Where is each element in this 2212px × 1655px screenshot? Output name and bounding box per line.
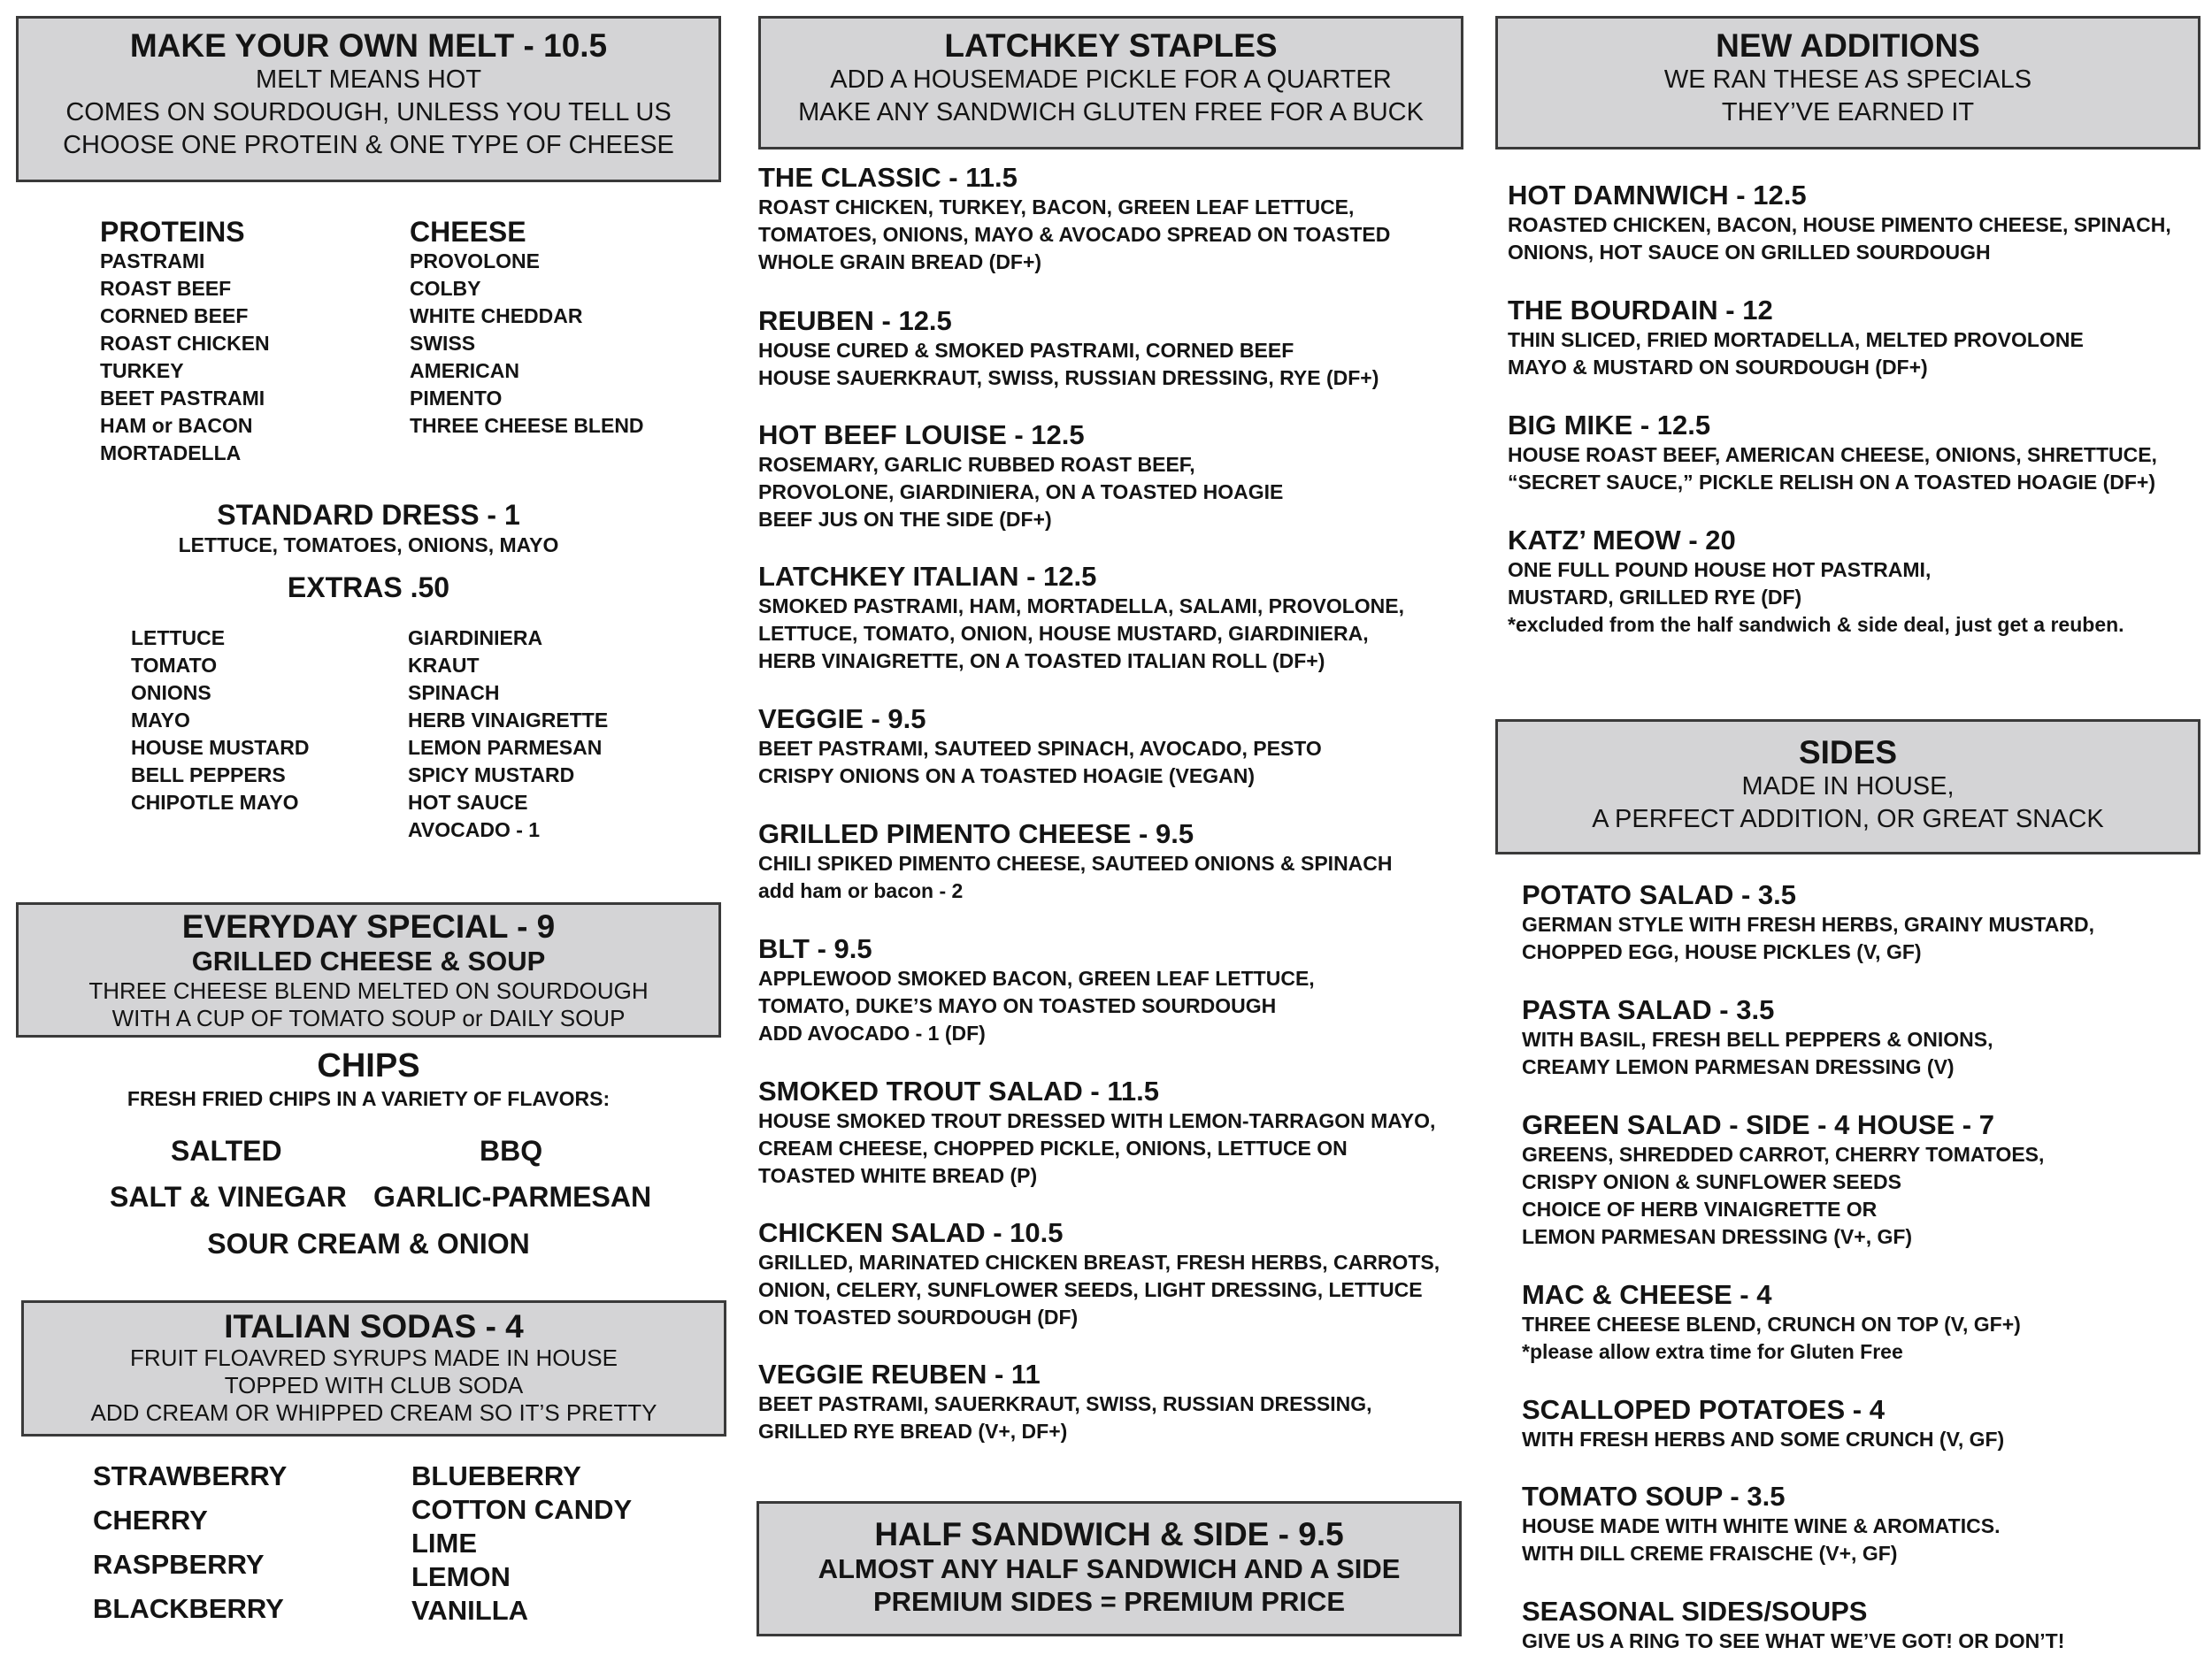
half-line: PREMIUM SIDES = PREMIUM PRICE [872, 1586, 1346, 1617]
item-desc: HOUSE SAUERKRAUT, SWISS, RUSSIAN DRESSING, RYE (DF+) [758, 366, 1379, 389]
item-desc: PROVOLONE, GIARDINIERA, ON A TOASTED HOAGIE [758, 480, 1284, 503]
list-item: HOT SAUCE [408, 791, 528, 814]
list-item: THREE CHEESE BLEND [410, 414, 644, 437]
item-desc: *excluded from the half sandwich & side deal, just get a reuben. [1508, 613, 2124, 636]
item-name: SCALLOPED POTATOES - 4 [1522, 1394, 1885, 1425]
menu-item [1522, 1279, 2021, 1366]
item-desc: SMOKED PASTRAMI, HAM, MORTADELLA, SALAMI, PROVOLONE, [758, 594, 1405, 617]
list-item: COLBY [410, 277, 481, 300]
proteins-heading: PROTEINS [100, 216, 245, 248]
item-desc: CHOPPED EGG, HOUSE PICKLES (V, GF) [1522, 940, 1922, 963]
item-desc: GRILLED, MARINATED CHICKEN BREAST, FRESH HERBS, CARROTS, [758, 1251, 1440, 1274]
proteins-list [100, 216, 270, 467]
item-desc: LEMON PARMESAN DRESSING (V+, GF) [1522, 1225, 1913, 1248]
list-item: MAYO [131, 709, 190, 732]
standard-dress-desc: LETTUCE, TOMATOES, ONIONS, MAYO [178, 533, 559, 556]
menu-item [758, 933, 1315, 1047]
melt-header-box [16, 16, 721, 182]
item-desc: ROSEMARY, GARLIC RUBBED ROAST BEEF, [758, 453, 1195, 476]
cheese-list [410, 216, 644, 440]
sodas-line: TOPPED WITH CLUB SODA [224, 1372, 524, 1398]
item-name: CHICKEN SALAD - 10.5 [758, 1217, 1064, 1248]
item-desc: *please allow extra time for Gluten Free [1522, 1340, 1903, 1363]
extras-right-list [408, 624, 608, 844]
list-item: LETTUCE [131, 626, 226, 649]
additions-line: THEY’VE EARNED IT [1721, 98, 1975, 126]
item-desc: ROAST CHICKEN, TURKEY, BACON, GREEN LEAF LETTUCE, [758, 195, 1355, 218]
soda-flavors-left [93, 1460, 287, 1626]
menu-item [1522, 1109, 2044, 1251]
half-line: ALMOST ANY HALF SANDWICH AND A SIDE [818, 1553, 1401, 1584]
item-name: SMOKED TROUT SALAD - 11.5 [758, 1076, 1159, 1107]
list-item: HERB VINAIGRETTE [408, 709, 609, 732]
menu-item [758, 561, 1404, 675]
item-name: VEGGIE REUBEN - 11 [758, 1359, 1041, 1390]
item-desc: CREAM CHEESE, CHOPPED PICKLE, ONIONS, LETTUCE ON [758, 1137, 1348, 1160]
list-item: CHIPOTLE MAYO [131, 791, 299, 814]
menu-item [1522, 879, 2094, 966]
item-desc: ONION, CELERY, SUNFLOWER SEEDS, LIGHT DRESSING, LETTUCE [758, 1278, 1423, 1301]
item-name: LATCHKEY ITALIAN - 12.5 [758, 561, 1097, 592]
everyday-line: THREE CHEESE BLEND MELTED ON SOURDOUGH [88, 977, 649, 1004]
item-desc: WITH DILL CREME FRAISCHE (V+, GF) [1522, 1542, 1898, 1565]
item-desc: ADD AVOCADO - 1 (DF) [758, 1022, 986, 1045]
chip-flavor: SALT & VINEGAR [110, 1181, 347, 1213]
item-name: SEASONAL SIDES/SOUPS [1522, 1596, 1868, 1627]
item-name: GRILLED PIMENTO CHEESE - 9.5 [758, 818, 1194, 849]
item-desc: GREENS, SHREDDED CARROT, CHERRY TOMATOES, [1522, 1143, 2045, 1166]
menu-item [758, 1359, 1371, 1445]
item-name: VEGGIE - 9.5 [758, 703, 926, 734]
item-desc: TOMATO, DUKE’S MAYO ON TOASTED SOURDOUGH [758, 994, 1277, 1017]
item-desc: ONIONS, HOT SAUCE ON GRILLED SOURDOUGH [1508, 241, 1991, 264]
item-desc: add ham or bacon - 2 [758, 879, 964, 902]
everyday-line: WITH A CUP OF TOMATO SOUP or DAILY SOUP [111, 1005, 626, 1031]
menu-item [758, 818, 1393, 905]
soda-flavor: STRAWBERRY [93, 1460, 288, 1491]
staples-header-box [758, 16, 1463, 149]
soda-flavors-right [411, 1460, 632, 1628]
item-desc: HOUSE SMOKED TROUT DRESSED WITH LEMON-TARRAGON MAYO, [758, 1109, 1436, 1132]
standard-dress [16, 498, 721, 559]
item-name: GREEN SALAD - SIDE - 4 HOUSE - 7 [1522, 1109, 1994, 1140]
item-desc: CRISPY ONION & SUNFLOWER SEEDS [1522, 1170, 1901, 1193]
chips-row [110, 1180, 347, 1214]
list-item: PROVOLONE [410, 249, 540, 272]
list-item: BELL PEPPERS [131, 763, 286, 786]
item-name: MAC & CHEESE - 4 [1522, 1279, 1772, 1310]
list-item: HAM or BACON [100, 414, 253, 437]
soda-flavor: RASPBERRY [93, 1549, 265, 1580]
item-name: HOT DAMNWICH - 12.5 [1508, 180, 1807, 211]
item-desc: HOUSE CURED & SMOKED PASTRAMI, CORNED BEEF [758, 339, 1294, 362]
list-item: TURKEY [100, 359, 184, 382]
item-desc: HERB VINAIGRETTE, ON A TOASTED ITALIAN ROLL (DF+) [758, 649, 1325, 672]
list-item: BEET PASTRAMI [100, 387, 265, 410]
menu-item [1522, 994, 1993, 1081]
chips-row [480, 1134, 542, 1168]
chip-flavor: GARLIC-PARMESAN [373, 1181, 652, 1213]
item-name: KATZ’ MEOW - 20 [1508, 525, 1736, 555]
menu-item [1522, 1596, 2064, 1655]
list-item: KRAUT [408, 654, 480, 677]
item-name: THE CLASSIC - 11.5 [758, 162, 1018, 193]
menu-item [1508, 295, 2084, 381]
list-item: PASTRAMI [100, 249, 205, 272]
menu-item [1522, 1394, 2004, 1453]
list-item: GIARDINIERA [408, 626, 543, 649]
soda-flavor: COTTON CANDY [411, 1494, 633, 1525]
chips-title: CHIPS [317, 1047, 420, 1084]
item-desc: GRILLED RYE BREAD (V+, DF+) [758, 1420, 1068, 1443]
chips-row [171, 1134, 282, 1168]
item-desc: BEET PASTRAMI, SAUTEED SPINACH, AVOCADO, PESTO [758, 737, 1322, 760]
item-desc: GERMAN STYLE WITH FRESH HERBS, GRAINY MUSTARD, [1522, 913, 2094, 936]
sides-header-box [1495, 719, 2200, 854]
sodas-line: FRUIT FLOAVRED SYRUPS MADE IN HOUSE [130, 1345, 618, 1371]
soda-flavor: BLACKBERRY [93, 1593, 284, 1624]
staples-line: ADD A HOUSEMADE PICKLE FOR A QUARTER [830, 65, 1392, 94]
list-item: HOUSE MUSTARD [131, 736, 310, 759]
half-title: HALF SANDWICH & SIDE - 9.5 [874, 1516, 1344, 1552]
menu-item [758, 419, 1283, 533]
sodas-title: ITALIAN SODAS - 4 [224, 1308, 524, 1345]
everyday-special-box [16, 902, 721, 1038]
melt-title: MAKE YOUR OWN MELT - 10.5 [129, 27, 608, 64]
sides-line: MADE IN HOUSE, [1741, 772, 1955, 801]
item-name: REUBEN - 12.5 [758, 305, 952, 336]
chip-flavor: BBQ [480, 1135, 543, 1167]
list-item: PIMENTO [410, 387, 503, 410]
item-desc: HOUSE MADE WITH WHITE WINE & AROMATICS. [1522, 1514, 2001, 1537]
chips-desc: FRESH FRIED CHIPS IN A VARIETY OF FLAVORS: [127, 1087, 611, 1110]
list-item: ROAST CHICKEN [100, 332, 270, 355]
item-name: HOT BEEF LOUISE - 12.5 [758, 419, 1085, 450]
soda-flavor: BLUEBERRY [411, 1460, 581, 1491]
list-item: AVOCADO - 1 [408, 818, 541, 841]
menu-item [758, 703, 1322, 790]
item-name: POTATO SALAD - 3.5 [1522, 879, 1797, 910]
item-desc: MAYO & MUSTARD ON SOURDOUGH (DF+) [1508, 356, 1928, 379]
chips-row [16, 1227, 721, 1260]
sodas-line: ADD CREAM OR WHIPPED CREAM SO IT’S PRETTY [90, 1399, 657, 1426]
extras-left-list [131, 624, 309, 816]
sides-title: SIDES [1798, 734, 1898, 770]
menu-item [1508, 525, 2124, 639]
staples-title: LATCHKEY STAPLES [944, 27, 1278, 64]
item-name: THE BOURDAIN - 12 [1508, 295, 1773, 326]
everyday-subtitle: GRILLED CHEESE & SOUP [191, 946, 546, 977]
item-desc: CRISPY ONIONS ON A TOASTED HOAGIE (VEGAN) [758, 764, 1256, 787]
menu-item [1522, 1481, 2000, 1567]
list-item: SPICY MUSTARD [408, 763, 575, 786]
item-desc: GIVE US A RING TO SEE WHAT WE’VE GOT! OR DON’T! [1522, 1629, 2065, 1652]
menu-item [1508, 410, 2157, 496]
item-name: BLT - 9.5 [758, 933, 872, 964]
item-desc: TOASTED WHITE BREAD (P) [758, 1164, 1038, 1187]
item-desc: WHOLE GRAIN BREAD (DF+) [758, 250, 1042, 273]
staples-line: MAKE ANY SANDWICH GLUTEN FREE FOR A BUCK [798, 98, 1424, 126]
item-desc: MUSTARD, GRILLED RYE (DF) [1508, 586, 1802, 609]
item-desc: ONE FULL POUND HOUSE HOT PASTRAMI, [1508, 558, 1932, 581]
list-item: AMERICAN [410, 359, 519, 382]
additions-title: NEW ADDITIONS [1716, 27, 1980, 64]
item-desc: LETTUCE, TOMATO, ONION, HOUSE MUSTARD, GIARDINIERA, [758, 622, 1369, 645]
item-name: PASTA SALAD - 3.5 [1522, 994, 1775, 1025]
menu-item [758, 162, 1390, 276]
list-item: LEMON PARMESAN [408, 736, 603, 759]
everyday-title: EVERYDAY SPECIAL - 9 [181, 908, 556, 945]
chip-flavor: SALTED [171, 1135, 282, 1167]
chips-section [16, 1046, 721, 1113]
extras-title [16, 571, 721, 604]
soda-flavor: CHERRY [93, 1505, 208, 1536]
chip-flavor: SOUR CREAM & ONION [207, 1228, 530, 1260]
item-desc: THREE CHEESE BLEND, CRUNCH ON TOP (V, GF+) [1522, 1313, 2021, 1336]
soda-flavor: LIME [411, 1528, 478, 1559]
italian-sodas-box [21, 1300, 726, 1437]
list-item: TOMATO [131, 654, 218, 677]
chips-row [373, 1180, 651, 1214]
item-desc: CHILI SPIKED PIMENTO CHEESE, SAUTEED ONIONS & SPINACH [758, 852, 1393, 875]
melt-line: CHOOSE ONE PROTEIN & ONE TYPE OF CHEESE [63, 131, 674, 159]
item-desc: ON TOASTED SOURDOUGH (DF) [758, 1306, 1079, 1329]
standard-dress-title: STANDARD DRESS - 1 [217, 499, 520, 531]
half-sandwich-box [757, 1501, 1462, 1636]
additions-line: WE RAN THESE AS SPECIALS [1663, 65, 2032, 94]
item-name: BIG MIKE - 12.5 [1508, 410, 1711, 441]
melt-line: MELT MEANS HOT [255, 65, 482, 94]
item-desc: TOMATOES, ONIONS, MAYO & AVOCADO SPREAD ON TOASTED [758, 223, 1391, 246]
item-desc: CHOICE OF HERB VINAIGRETTE OR [1522, 1198, 1878, 1221]
list-item: MORTADELLA [100, 441, 242, 464]
item-desc: ROASTED CHICKEN, BACON, HOUSE PIMENTO CHEESE, SPINACH, [1508, 213, 2171, 236]
list-item: WHITE CHEDDAR [410, 304, 583, 327]
item-desc: BEEF JUS ON THE SIDE (DF+) [758, 508, 1052, 531]
list-item: ROAST BEEF [100, 277, 232, 300]
item-desc: WITH FRESH HERBS AND SOME CRUNCH (V, GF) [1522, 1428, 2005, 1451]
item-desc: BEET PASTRAMI, SAUERKRAUT, SWISS, RUSSIAN DRESSING, [758, 1392, 1372, 1415]
item-desc: HOUSE ROAST BEEF, AMERICAN CHEESE, ONIONS, SHRETTUCE, [1508, 443, 2157, 466]
item-desc: APPLEWOOD SMOKED BACON, GREEN LEAF LETTUCE, [758, 967, 1315, 990]
list-item: SWISS [410, 332, 476, 355]
item-name: TOMATO SOUP - 3.5 [1522, 1481, 1786, 1512]
new-additions-box [1495, 16, 2200, 149]
cheese-heading: CHEESE [410, 216, 526, 248]
menu-item [758, 1076, 1435, 1190]
menu-item [758, 305, 1379, 392]
melt-line: COMES ON SOURDOUGH, UNLESS YOU TELL US [65, 98, 672, 126]
extras-title-text: EXTRAS .50 [287, 571, 450, 603]
menu-item [758, 1217, 1440, 1331]
sides-line: A PERFECT ADDITION, OR GREAT SNACK [1592, 805, 2104, 833]
list-item: ONIONS [131, 681, 211, 704]
item-desc: “SECRET SAUCE,” PICKLE RELISH ON A TOASTED HOAGIE (DF+) [1508, 471, 2156, 494]
item-desc: THIN SLICED, FRIED MORTADELLA, MELTED PROVOLONE [1508, 328, 2084, 351]
soda-flavor: VANILLA [411, 1595, 529, 1626]
list-item: CORNED BEEF [100, 304, 249, 327]
item-desc: CREAMY LEMON PARMESAN DRESSING (V) [1522, 1055, 1955, 1078]
soda-flavor: LEMON [411, 1561, 511, 1592]
list-item: SPINACH [408, 681, 500, 704]
item-desc: WITH BASIL, FRESH BELL PEPPERS & ONIONS, [1522, 1028, 1993, 1051]
menu-item [1508, 180, 2171, 266]
